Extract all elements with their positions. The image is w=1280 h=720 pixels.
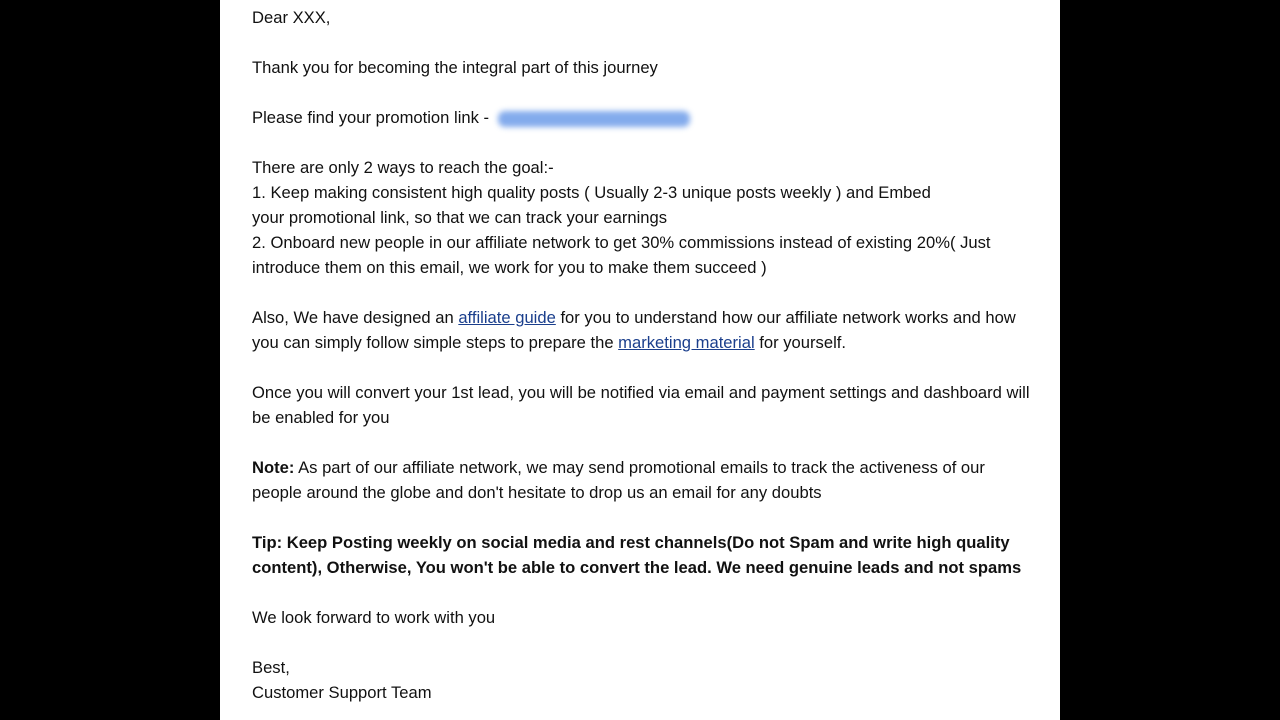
tip-line-2: content), Otherwise, You won't be able to convert the lead. We need genuine leads and not spams [252,558,1022,577]
way-1-line-2: your promotional link, so that we can track your earnings [252,208,668,227]
guide-line-2: you can simply follow simple steps to prepare the marketing material for yourself. [252,333,846,352]
signature: Customer Support Team [252,683,432,702]
note-label: Note: [252,458,295,477]
thanks-text: Thank you for becoming the integral part of this journey [252,58,658,77]
greeting: Dear XXX, [252,8,331,27]
email-body [252,5,1042,705]
closing-text: We look forward to work with you [252,608,496,627]
marketing-material-link[interactable]: marketing material [618,333,755,352]
email-page [220,0,1060,720]
guide-line-1: Also, We have designed an affiliate guide for you to understand how our affiliate network works and how [252,308,1016,327]
convert-line-1: Once you will convert your 1st lead, you will be notified via email and payment settings and dashboard will [252,383,1030,402]
promotion-link-label: Please find your promotion link - [252,108,494,127]
note-line-2: people around the globe and don't hesitate to drop us an email for any doubts [252,483,822,502]
affiliate-guide-link[interactable]: affiliate guide [458,308,556,327]
ways-intro: There are only 2 ways to reach the goal:- [252,158,554,177]
promotion-link[interactable] [498,111,690,127]
convert-line-2: be enabled for you [252,408,390,427]
note-line-1: Note: As part of our affiliate network, we may send promotional emails to track the activeness of our [252,458,985,477]
way-2-line-2: introduce them on this email, we work for you to make them succeed ) [252,258,767,277]
way-2-line-1: 2. Onboard new people in our affiliate network to get 30% commissions instead of existing 20%( Just [252,233,991,252]
tip-line-1: Tip: Keep Posting weekly on social media and rest channels(Do not Spam and write high quality [252,533,1010,552]
signoff: Best, [252,658,290,677]
promotion-link-line [252,105,1042,130]
way-1-line-1: 1. Keep making consistent high quality posts ( Usually 2-3 unique posts weekly ) and Embed [252,183,931,202]
